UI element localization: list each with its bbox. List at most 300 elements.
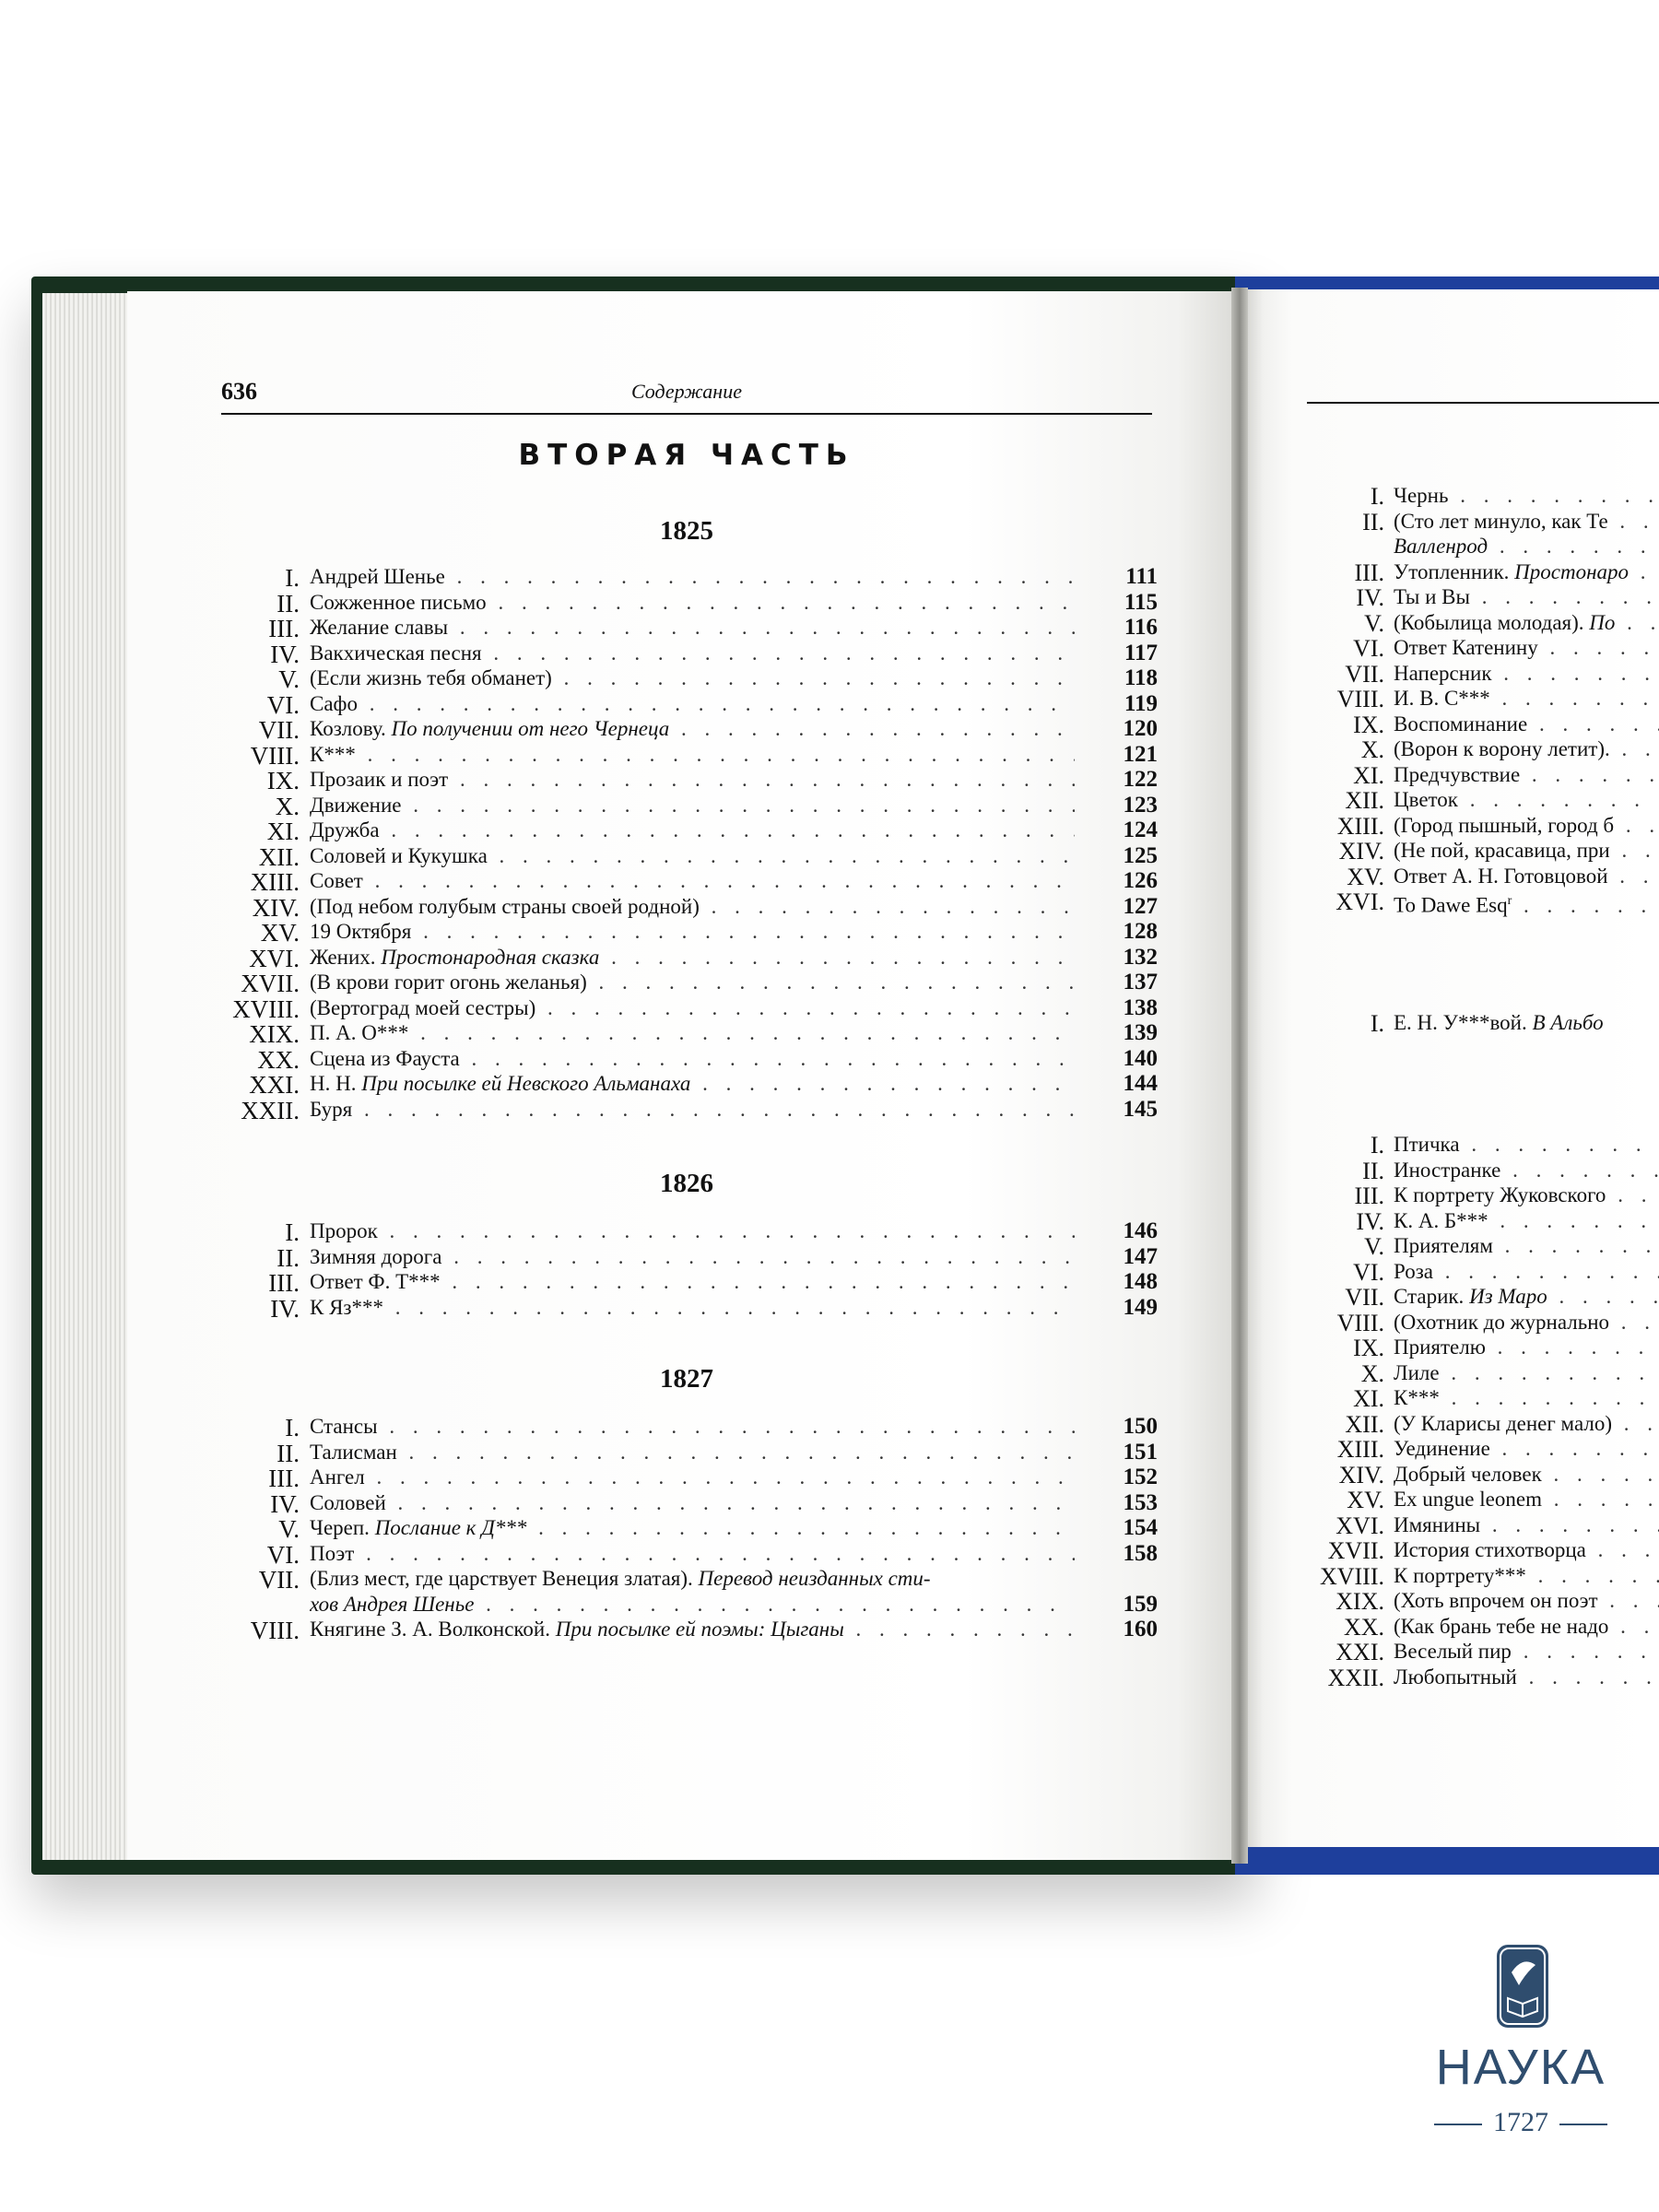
entry-title-text: Дружба — [310, 818, 380, 841]
entry-number: XXI. — [249, 1071, 300, 1099]
entry-number: XII. — [258, 842, 300, 871]
right-header-rule — [1307, 402, 1659, 404]
entry-page-number: 116 — [1124, 615, 1158, 640]
toc-entry — [0, 919, 1180, 945]
entry-number: XIII. — [1336, 1436, 1384, 1463]
entry-number: XXII. — [1327, 1664, 1384, 1691]
part-title: ВТОРАЯ ЧАСТЬ — [518, 439, 855, 472]
entry-title-text: Веселый пир — [1394, 1640, 1512, 1663]
entry-number: XI. — [1353, 761, 1384, 789]
entry-title — [1394, 1462, 1659, 1487]
entry-title — [1394, 1310, 1659, 1335]
entry-number: V. — [278, 665, 300, 693]
entry-title — [1394, 1614, 1659, 1639]
entry-number: XVII. — [1327, 1537, 1384, 1564]
publisher-name: НАУКА — [1435, 2040, 1606, 2095]
right-toc-entry — [0, 1665, 1659, 1690]
header-rule — [221, 413, 1152, 415]
entry-title-text: (Вертоград моей сестры) — [310, 995, 536, 1019]
entry-title — [1394, 1665, 1659, 1689]
right-toc-entry — [0, 635, 1659, 661]
right-toc-entry — [0, 509, 1659, 535]
running-head — [221, 378, 1152, 415]
entry-title-text: Иностранке — [1394, 1158, 1501, 1182]
entry-number: IV. — [270, 640, 300, 668]
entry-title-text: Имянины — [1394, 1512, 1481, 1536]
entry-number: XI. — [1353, 1385, 1384, 1412]
entry-title — [1394, 1182, 1659, 1207]
entry-title-text: Воспоминание — [1394, 712, 1528, 735]
entry-title-text: Старик. — [1394, 1285, 1465, 1308]
entry-page-number: 126 — [1123, 868, 1158, 893]
entry-number: VIII. — [1336, 1309, 1384, 1336]
right-toc-entry — [0, 1385, 1659, 1411]
entry-subtitle: При посылке ей поэмы: Цыганы — [555, 1618, 844, 1641]
entry-title — [1394, 584, 1659, 609]
right-toc-entry — [0, 1233, 1659, 1259]
entry-title-text: Сожженное письмо — [310, 590, 487, 614]
entry-number: VIII. — [250, 741, 300, 770]
entry-title-text: (Город пышный, город б — [1394, 813, 1615, 837]
toc-entry — [0, 1046, 1180, 1072]
entry-number: V. — [278, 1515, 300, 1543]
entry-number: XVI. — [1335, 1512, 1384, 1539]
right-toc-entry — [0, 1182, 1659, 1208]
entry-title-text: Утопленник. — [1394, 559, 1510, 583]
right-toc-entry — [0, 1512, 1659, 1538]
entry-number: III. — [268, 615, 300, 642]
right-toc-group-2 — [0, 1132, 1659, 1689]
right-toc-entry — [0, 787, 1659, 813]
entry-number: IX. — [1353, 711, 1384, 738]
entry-subtitle: Простонаро — [1514, 559, 1629, 583]
entry-number: I. — [285, 1218, 300, 1246]
entry-title — [1394, 534, 1659, 559]
entry-number: IX. — [1353, 1335, 1384, 1361]
entry-title-text: Цветок — [1394, 788, 1458, 811]
entry-title-text: Птичка — [1394, 1133, 1460, 1156]
entry-subtitle: По получении от него Чернеца — [391, 717, 670, 740]
entry-title-text: История стихотворца — [1394, 1538, 1586, 1561]
entry-title-text: Движение — [310, 793, 402, 817]
entry-number: XVI. — [1335, 888, 1384, 915]
entry-title-text: Андрей Шенье — [310, 565, 445, 588]
entry-number: XIII. — [1336, 812, 1384, 840]
entry-title — [1394, 1512, 1659, 1537]
entry-title-text: П. А. О*** — [310, 1021, 409, 1044]
entry-title-text: Ты и Вы — [1394, 585, 1470, 608]
entry-title-text: Княгине З. А. Волконской. — [310, 1618, 550, 1641]
entry-number: XX. — [1343, 1613, 1384, 1641]
entry-subtitle: хов Андрея Шенье — [310, 1592, 475, 1616]
entry-title-text: Ответ Ф. Т*** — [310, 1270, 441, 1293]
entry-subtitle: Послание к Д*** — [374, 1516, 527, 1539]
entry-title-text: Роза — [1394, 1259, 1434, 1283]
toc-entry — [0, 1071, 1180, 1097]
entry-title-text: (Кобылица молодая). — [1394, 610, 1584, 634]
entry-number: V. — [1364, 1233, 1384, 1260]
entry-page-number: 152 — [1123, 1465, 1158, 1489]
entry-title-text: (Как брань тебе не надо — [1394, 1614, 1609, 1638]
entry-title-text: Пророк — [310, 1219, 378, 1242]
entry-number: IV. — [270, 1294, 300, 1323]
right-toc-entry — [0, 864, 1659, 889]
entry-page-number: 124 — [1123, 818, 1158, 842]
entry-title — [1394, 610, 1659, 635]
entry-title — [1394, 888, 1659, 918]
entry-title-text: (Ворон к ворону летит). — [1394, 737, 1610, 760]
entry-number: XV. — [1347, 1487, 1384, 1513]
entry-subtitle: При посылке ей Невского Альманаха — [361, 1072, 691, 1095]
right-toc-entry — [0, 1132, 1659, 1158]
entry-title — [1394, 838, 1659, 863]
entry-title — [1394, 1563, 1659, 1588]
toc-entry — [0, 1097, 1180, 1123]
entry-page-number: 125 — [1123, 842, 1158, 868]
entry-title — [1394, 559, 1659, 584]
entry-number: XIII. — [250, 868, 300, 896]
entry-title-text: (Под небом голубым страны своей родной) — [310, 894, 700, 918]
entry-number: VII. — [1345, 1284, 1384, 1311]
entry-title-text: Предчувствие — [1394, 762, 1521, 786]
entry-title-text: Ex ungue leonem — [1394, 1488, 1542, 1511]
entry-title-text: Чернь — [1394, 484, 1449, 507]
entry-title-text: (Близ мест, где царствует Венеция златая). — [310, 1567, 693, 1590]
entry-page-number: 138 — [1123, 994, 1158, 1020]
entry-title-text: К*** — [1394, 1386, 1440, 1409]
right-toc-entry — [0, 838, 1659, 864]
right-toc-entry — [0, 1487, 1659, 1512]
entry-number: III. — [268, 1269, 300, 1297]
entry-number: II. — [276, 589, 300, 618]
entry-title-text: Соловей и Кукушка — [310, 843, 488, 867]
entry-title-text: Прозаик и поэт — [310, 768, 449, 791]
toc-entry — [0, 945, 1180, 971]
right-toc-entry — [0, 1411, 1659, 1437]
entry-number: XXII. — [241, 1096, 300, 1124]
entry-page-number: 123 — [1123, 792, 1158, 818]
entry-number: X. — [1360, 736, 1384, 763]
entry-page-number: 158 — [1123, 1540, 1158, 1566]
entry-title — [1394, 1537, 1659, 1562]
right-toc-entry — [0, 1208, 1659, 1234]
entry-number: VI. — [1353, 1258, 1384, 1286]
entry-subtitle: Из Маро — [1469, 1285, 1547, 1308]
entry-title-text: (Если жизнь тебя обманет) — [310, 666, 552, 689]
right-toc-entry — [0, 1588, 1659, 1614]
entry-title — [310, 919, 1075, 944]
entry-number: XVIII. — [232, 994, 300, 1023]
entry-title — [1394, 1639, 1659, 1664]
entry-title-text: Буря — [310, 1097, 353, 1121]
entry-title — [1394, 813, 1659, 838]
entry-number: IV. — [1356, 1207, 1384, 1235]
entry-title — [1394, 635, 1659, 660]
entry-title-text: (Не пой, красавица, при — [1394, 839, 1610, 862]
entry-title — [310, 945, 1075, 970]
entry-number: VIII. — [250, 1617, 300, 1644]
entry-title-text: Стансы — [310, 1415, 378, 1438]
right-toc-entry — [0, 534, 1659, 559]
entry-title — [1394, 661, 1659, 686]
entry-number: XV. — [1347, 863, 1384, 890]
entry-title-text: Соловей — [310, 1490, 386, 1514]
entry-title-text: Сафо — [310, 691, 358, 715]
entry-title-text: Любопытный — [1394, 1665, 1517, 1688]
entry-title-text: Череп. — [310, 1516, 370, 1539]
entry-title-text: Вакхическая песня — [310, 641, 482, 665]
entry-number: XIX. — [1335, 1588, 1384, 1615]
entry-title-text: Е. Н. У***вой. — [1394, 1011, 1527, 1034]
right-toc-entry — [0, 1335, 1659, 1360]
entry-title — [1394, 509, 1659, 534]
entry-title-text: Ответ Катенину — [1394, 636, 1538, 659]
running-title: Содержание — [630, 380, 742, 403]
entry-number: XV. — [260, 919, 300, 947]
entry-number: VII. — [1345, 660, 1384, 688]
entry-page-number: 154 — [1123, 1515, 1158, 1540]
entry-number: III. — [268, 1465, 300, 1492]
entry-page-number: 111 — [1125, 564, 1158, 589]
entry-superscript: r — [1507, 894, 1512, 908]
entry-number: II. — [1362, 508, 1384, 535]
entry-title — [310, 1046, 1075, 1071]
entry-title-text: Приятелям — [1394, 1234, 1493, 1257]
entry-page-number: 119 — [1124, 690, 1158, 716]
entry-page-number: 120 — [1123, 716, 1158, 741]
entry-number: XVIII. — [1319, 1562, 1384, 1590]
entry-page-number: 160 — [1123, 1617, 1158, 1641]
right-toc-entry — [0, 1284, 1659, 1310]
entry-title — [1394, 1487, 1659, 1512]
entry-number: X. — [275, 792, 300, 820]
entry-page-number: 140 — [1123, 1045, 1158, 1071]
right-toc-entry — [0, 559, 1659, 585]
entry-title-text: Жених. — [310, 945, 376, 969]
entry-title-text: Лиле — [1394, 1360, 1440, 1384]
entry-number: III. — [1354, 1182, 1384, 1209]
entry-title-text: (В крови горит огонь желанья) — [310, 971, 587, 994]
entry-title — [1394, 1588, 1659, 1613]
right-toc-entry — [0, 1436, 1659, 1462]
entry-title — [1394, 1208, 1659, 1233]
entry-number: II. — [1362, 1157, 1384, 1184]
entry-number: VI. — [1353, 635, 1384, 662]
entry-page-number: 145 — [1123, 1096, 1158, 1122]
entry-number: I. — [1370, 1010, 1384, 1037]
entry-title-text: К. А. Б*** — [1394, 1208, 1488, 1232]
entry-title-text: Зимняя дорога — [310, 1244, 442, 1268]
entry-page-number: 121 — [1123, 741, 1158, 767]
entry-number: I. — [1370, 483, 1384, 510]
entry-page-number: 139 — [1123, 1020, 1158, 1045]
entry-title-text: Добрый человек — [1394, 1462, 1542, 1486]
entry-title — [1394, 762, 1659, 787]
entry-subtitle: В Альбо — [1532, 1011, 1604, 1034]
entry-page-number: 147 — [1123, 1243, 1158, 1269]
right-toc-entry — [0, 1310, 1659, 1335]
entry-title — [1394, 1132, 1659, 1157]
entry-page-number: 148 — [1123, 1269, 1158, 1294]
entry-title-text: К Яз*** — [310, 1295, 384, 1319]
entry-number: VII. — [258, 716, 300, 744]
entry-page-number: 122 — [1123, 767, 1158, 792]
entry-page-number: 127 — [1123, 893, 1158, 919]
publisher-logo — [1410, 1945, 1631, 2184]
entry-page-number: 137 — [1123, 970, 1158, 994]
entry-number: XII. — [1345, 1410, 1384, 1438]
publisher-year: 1727 — [1410, 2107, 1631, 2138]
entry-number: I. — [1370, 1132, 1384, 1159]
entry-page-number: 115 — [1124, 589, 1158, 615]
entry-page-number: 128 — [1123, 919, 1158, 944]
entry-title-text: Поэт — [310, 1541, 355, 1565]
entry-title — [1394, 864, 1659, 888]
section-year-1826: 1826 — [660, 1169, 713, 1198]
entry-title-text: Сцена из Фауста — [310, 1046, 460, 1070]
entry-number: III. — [1354, 559, 1384, 586]
right-toc-entry — [0, 736, 1659, 762]
entry-title-text: (У Кларисы денег мало) — [1394, 1411, 1612, 1435]
right-toc-entry — [0, 813, 1659, 839]
entry-title-text: (Сто лет минуло, как Те — [1394, 509, 1608, 533]
entry-number: XX. — [257, 1045, 300, 1074]
entry-title-text: К портрету*** — [1394, 1563, 1526, 1587]
entry-number: VIII. — [1336, 686, 1384, 712]
entry-page-number: 150 — [1123, 1414, 1158, 1439]
page-number: 636 — [221, 378, 257, 405]
entry-number: XII. — [1345, 787, 1384, 814]
entry-title — [1394, 1385, 1659, 1410]
entry-title — [310, 970, 1075, 994]
entry-title-text: Талисман — [310, 1440, 397, 1464]
entry-number: VII. — [258, 1566, 300, 1594]
right-toc-entry — [0, 584, 1659, 610]
right-toc-entry — [0, 1563, 1659, 1589]
entry-number: IV. — [1356, 584, 1384, 611]
entry-page-number: 153 — [1123, 1489, 1158, 1515]
entry-title — [1394, 1259, 1659, 1284]
entry-number: I. — [285, 564, 300, 592]
entry-subtitle: Валленрод — [1394, 535, 1488, 558]
entry-title — [1394, 736, 1659, 761]
entry-title — [1394, 1436, 1659, 1461]
entry-subtitle: По — [1589, 610, 1616, 634]
section-year-1827: 1827 — [660, 1364, 713, 1394]
entry-title — [1394, 1335, 1659, 1359]
entry-page-number: 118 — [1124, 665, 1158, 690]
right-toc-entry — [0, 1010, 1659, 1036]
entry-number: XIX. — [249, 1020, 300, 1048]
entry-title — [1394, 483, 1659, 508]
entry-number: XVII. — [241, 970, 300, 997]
right-toc-entry — [0, 1259, 1659, 1285]
entry-number: XVI. — [249, 944, 300, 972]
entry-page-number: 146 — [1123, 1218, 1158, 1243]
entry-title — [1394, 1284, 1659, 1309]
right-toc-entry — [0, 1537, 1659, 1563]
entry-number: IX. — [266, 767, 300, 794]
entry-title-text: (Хоть впрочем он поэт — [1394, 1589, 1598, 1612]
entry-number: II. — [276, 1243, 300, 1272]
entry-number: XIV. — [252, 893, 300, 922]
entry-title — [310, 1071, 1075, 1096]
right-toc-entry — [0, 712, 1659, 737]
entry-number: IV. — [270, 1489, 300, 1518]
right-toc-entry — [0, 1158, 1659, 1183]
entry-title-text: К*** — [310, 742, 356, 766]
entry-subtitle: Простонародная сказка — [381, 945, 600, 969]
entry-title-text: Н. Н. — [310, 1072, 357, 1095]
entry-number: VI. — [266, 690, 300, 719]
right-toc-entry — [0, 1639, 1659, 1665]
entry-title-text: Приятелю — [1394, 1335, 1486, 1359]
right-toc-entry — [0, 661, 1659, 687]
entry-title-text: Желание славы — [310, 616, 449, 639]
entry-title-text: Козлову. — [310, 717, 386, 740]
entry-title-text: Ангел — [310, 1465, 365, 1488]
right-toc-entry — [0, 1462, 1659, 1488]
entry-subtitle: Перевод неизданных сти- — [698, 1567, 931, 1590]
entry-title — [1394, 1158, 1659, 1182]
right-toc-entry — [0, 483, 1659, 509]
entry-page-number: 144 — [1123, 1071, 1158, 1096]
entry-title-text: К портрету Жуковского — [1394, 1183, 1606, 1206]
entry-title — [1394, 712, 1659, 736]
entry-title-text: To Dawe Esq — [1394, 893, 1508, 917]
entry-page-number: 159 — [1123, 1591, 1158, 1617]
quill-book-icon — [1497, 1945, 1548, 2028]
entry-number: XXI. — [1335, 1639, 1384, 1665]
entry-title-text: Совет — [310, 869, 363, 892]
entry-title — [1394, 686, 1659, 711]
entry-number: XIV. — [1338, 838, 1384, 865]
entry-title-text: 19 Октября — [310, 920, 412, 943]
entry-title — [310, 1097, 1075, 1122]
entry-title — [1394, 1233, 1659, 1258]
entry-title — [1394, 1010, 1659, 1035]
entry-number: VI. — [266, 1540, 300, 1569]
entry-page-number: 151 — [1123, 1439, 1158, 1465]
entry-number: I. — [285, 1414, 300, 1441]
entry-title-text: Уединение — [1394, 1437, 1490, 1460]
right-toc-entry — [0, 610, 1659, 636]
entry-number: X. — [1360, 1359, 1384, 1387]
entry-title-text: И. В. С*** — [1394, 687, 1490, 710]
entry-page-number: 149 — [1123, 1294, 1158, 1320]
entry-title — [1394, 1360, 1659, 1385]
section-year-1825: 1825 — [660, 516, 713, 546]
right-toc-entry — [0, 1360, 1659, 1386]
entry-number: II. — [276, 1439, 300, 1467]
right-toc-entry — [0, 888, 1659, 917]
entry-title-text: Ответ А. Н. Готовцовой — [1394, 864, 1608, 888]
entry-title — [1394, 787, 1659, 812]
entry-title — [1394, 1411, 1659, 1436]
entry-number: XI. — [266, 818, 300, 845]
right-toc-group-1 — [0, 483, 1659, 917]
entry-title-text: Наперсник — [1394, 661, 1492, 685]
right-toc-entry — [0, 762, 1659, 788]
right-toc-entry — [0, 1614, 1659, 1640]
entry-title-text: (Охотник до журнально — [1394, 1310, 1610, 1334]
right-toc-single — [0, 1010, 1659, 1036]
entry-number: XIV. — [1338, 1461, 1384, 1488]
entry-page-number: 117 — [1124, 640, 1158, 665]
entry-number: V. — [1364, 609, 1384, 637]
right-toc-entry — [0, 686, 1659, 712]
toc-entry — [0, 970, 1180, 995]
